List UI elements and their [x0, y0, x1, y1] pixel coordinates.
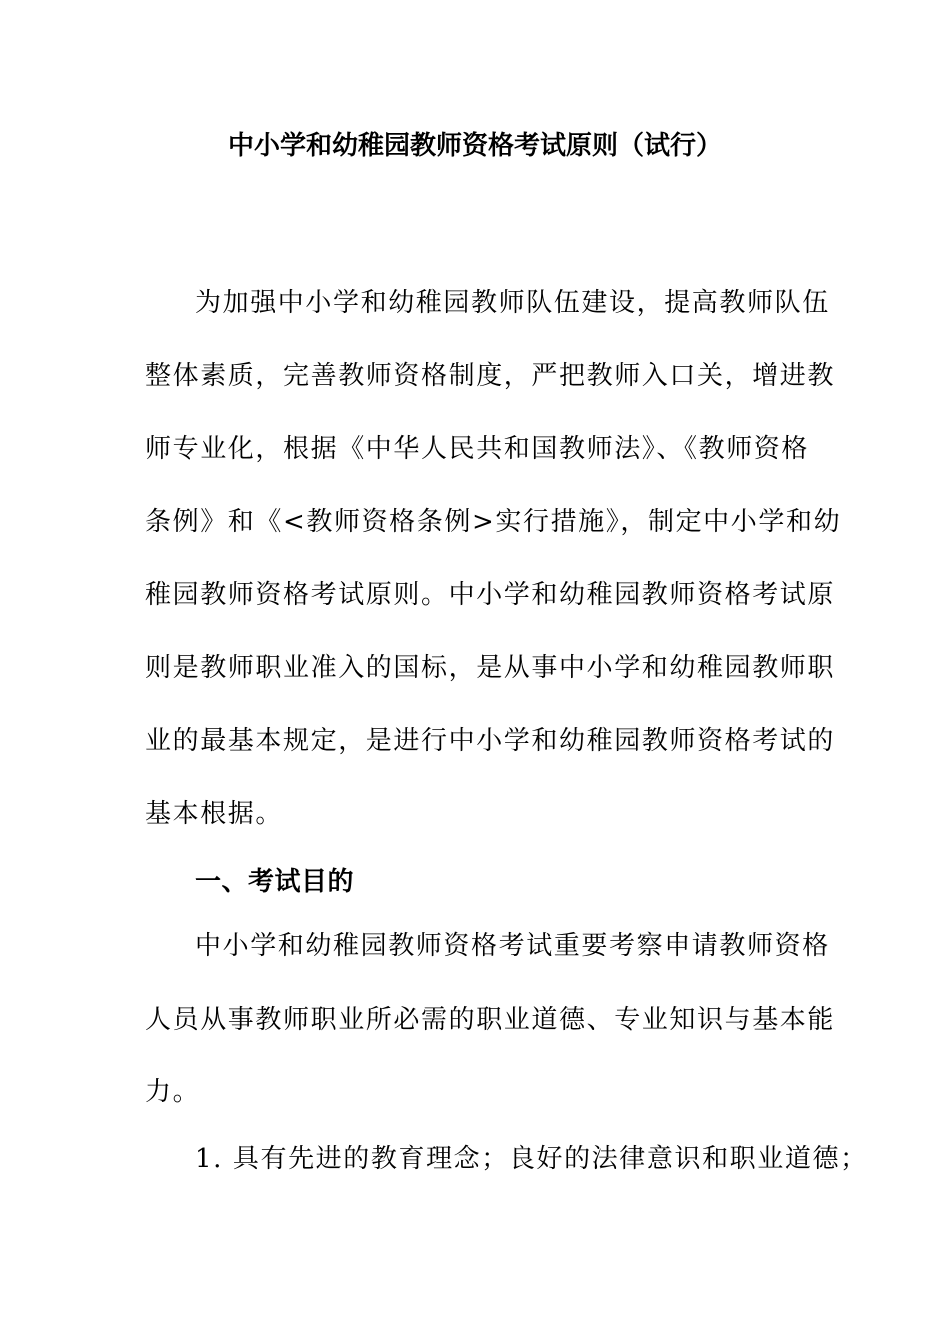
paragraph-line: 业的最基本规定，是进行中小学和幼稚园教师资格考试的	[145, 726, 836, 756]
paragraph-line: 中小学和幼稚园教师资格考试重要考察申请教师资格	[195, 931, 830, 961]
paragraph-line: 人员从事教师职业所必需的职业道德、专业知识与基本能	[145, 1005, 836, 1035]
paragraph-line: 稚园教师资格考试原则。中小学和幼稚园教师资格考试原	[145, 580, 836, 610]
paragraph-line: 为加强中小学和幼稚园教师队伍建设，提高教师队伍	[195, 288, 830, 318]
paragraph-line: 力。	[145, 1077, 201, 1107]
paragraph-line: 条例》和《<教师资格条例>实行措施》，制定中小学和幼	[145, 507, 842, 537]
paragraph-line: 师专业化，根据《中华人民共和国教师法》、《教师资格	[145, 434, 810, 464]
paragraph-line: 则是教师职业准入的国标，是从事中小学和幼稚园教师职	[145, 653, 836, 683]
paragraph-line: 基本根据。	[145, 799, 284, 829]
document-title: 中小学和幼稚园教师资格考试原则（试行）	[227, 131, 722, 161]
paragraph-line: 整体素质，完善教师资格制度，严把教师入口关，增进教	[145, 361, 836, 391]
section-heading: 一、考试目的	[195, 867, 355, 897]
list-item: 1. 具有先进的教育理念；良好的法律意识和职业道德；	[195, 1144, 868, 1174]
